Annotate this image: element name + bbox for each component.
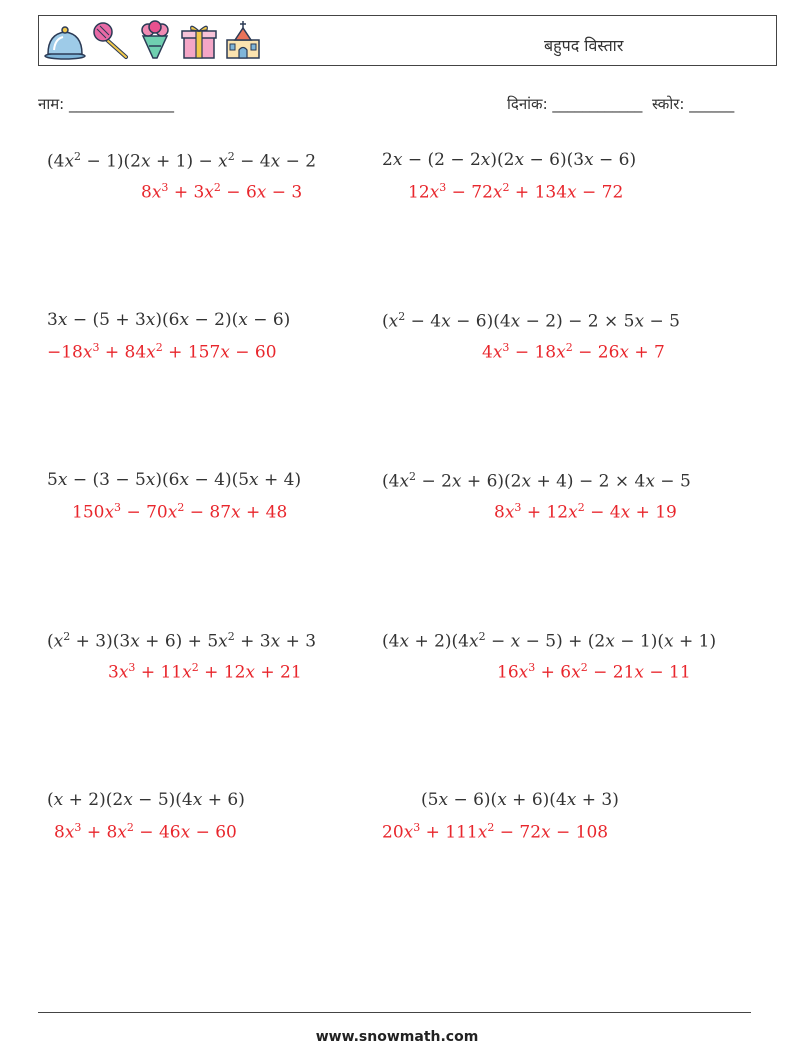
problem-answer: $-18x^3 + 84x^2 + 157x - 60$ bbox=[47, 341, 277, 363]
problem-question: $(x^2 + 3)(3x + 6) + 5x^2 + 3x + 3$ bbox=[47, 630, 317, 652]
problem-answer: $3x^3 + 11x^2 + 12x + 21$ bbox=[108, 661, 302, 683]
date-blank: ____________ bbox=[552, 95, 643, 113]
church-icon bbox=[223, 20, 263, 60]
score-label: स्कोर: bbox=[651, 95, 685, 113]
problem-answer: $8x^3 + 12x^2 - 4x + 19$ bbox=[494, 501, 677, 523]
microphone-icon bbox=[91, 20, 131, 60]
problem-answer: $8x^3 + 8x^2 - 46x - 60$ bbox=[54, 821, 237, 843]
header-box bbox=[38, 15, 777, 66]
date-label: दिनांक: bbox=[507, 95, 548, 113]
problem-question: (x + 2)(2x − 5)(4x + 6) bbox=[47, 790, 245, 810]
name-field bbox=[38, 94, 174, 114]
problem-question: 3x − (5 + 3x)(6x − 2)(x − 6) bbox=[47, 310, 291, 330]
name-blank: ______________ bbox=[69, 95, 175, 113]
problem-question: $(x^2 - 4x - 6)(4x - 2) - 2 \times 5x - 5$ bbox=[382, 310, 680, 332]
problem-answer: $20x^3 + 111x^2 - 72x - 108$ bbox=[382, 821, 609, 843]
date-score-field bbox=[507, 94, 734, 114]
problem-question: $(4x^2 - 2x + 6)(2x + 4) - 2 \times 4x - 5$ bbox=[382, 470, 691, 492]
problem-question: 2x − (2 − 2x)(2x − 6)(3x − 6) bbox=[382, 150, 637, 170]
problem-answer: $16x^3 + 6x^2 - 21x - 11$ bbox=[497, 661, 691, 683]
problem-answer: $12x^3 - 72x^2 + 134x - 72$ bbox=[408, 181, 624, 203]
score-blank: ______ bbox=[689, 95, 735, 113]
problem-question: $(4x + 2)(4x^2 - x - 5) + (2x - 1)(x + 1)$ bbox=[382, 630, 717, 652]
bouquet-icon bbox=[135, 20, 175, 60]
problem-question: $(4x^2 - 1)(2x + 1) - x^2 - 4x - 2$ bbox=[47, 150, 317, 172]
problem-answer: $8x^3 + 3x^2 - 6x - 3$ bbox=[141, 181, 303, 203]
header-icons bbox=[43, 20, 263, 60]
name-label: नाम: bbox=[38, 95, 65, 113]
gift-icon bbox=[179, 20, 219, 60]
problem-question: 5x − (3 − 5x)(6x − 4)(5x + 4) bbox=[47, 470, 302, 490]
worksheet-title: बहुपद विस्तार bbox=[544, 36, 624, 55]
problem-question: (5x − 6)(x + 6)(4x + 3) bbox=[421, 790, 619, 810]
problem-answer: $4x^3 - 18x^2 - 26x + 7$ bbox=[482, 341, 665, 363]
problem-answer: $150x^3 - 70x^2 - 87x + 48$ bbox=[72, 501, 288, 523]
footer-divider bbox=[38, 1012, 751, 1013]
footer-url[interactable]: www.snowmath.com bbox=[315, 1029, 479, 1045]
cloche-icon bbox=[43, 20, 87, 60]
